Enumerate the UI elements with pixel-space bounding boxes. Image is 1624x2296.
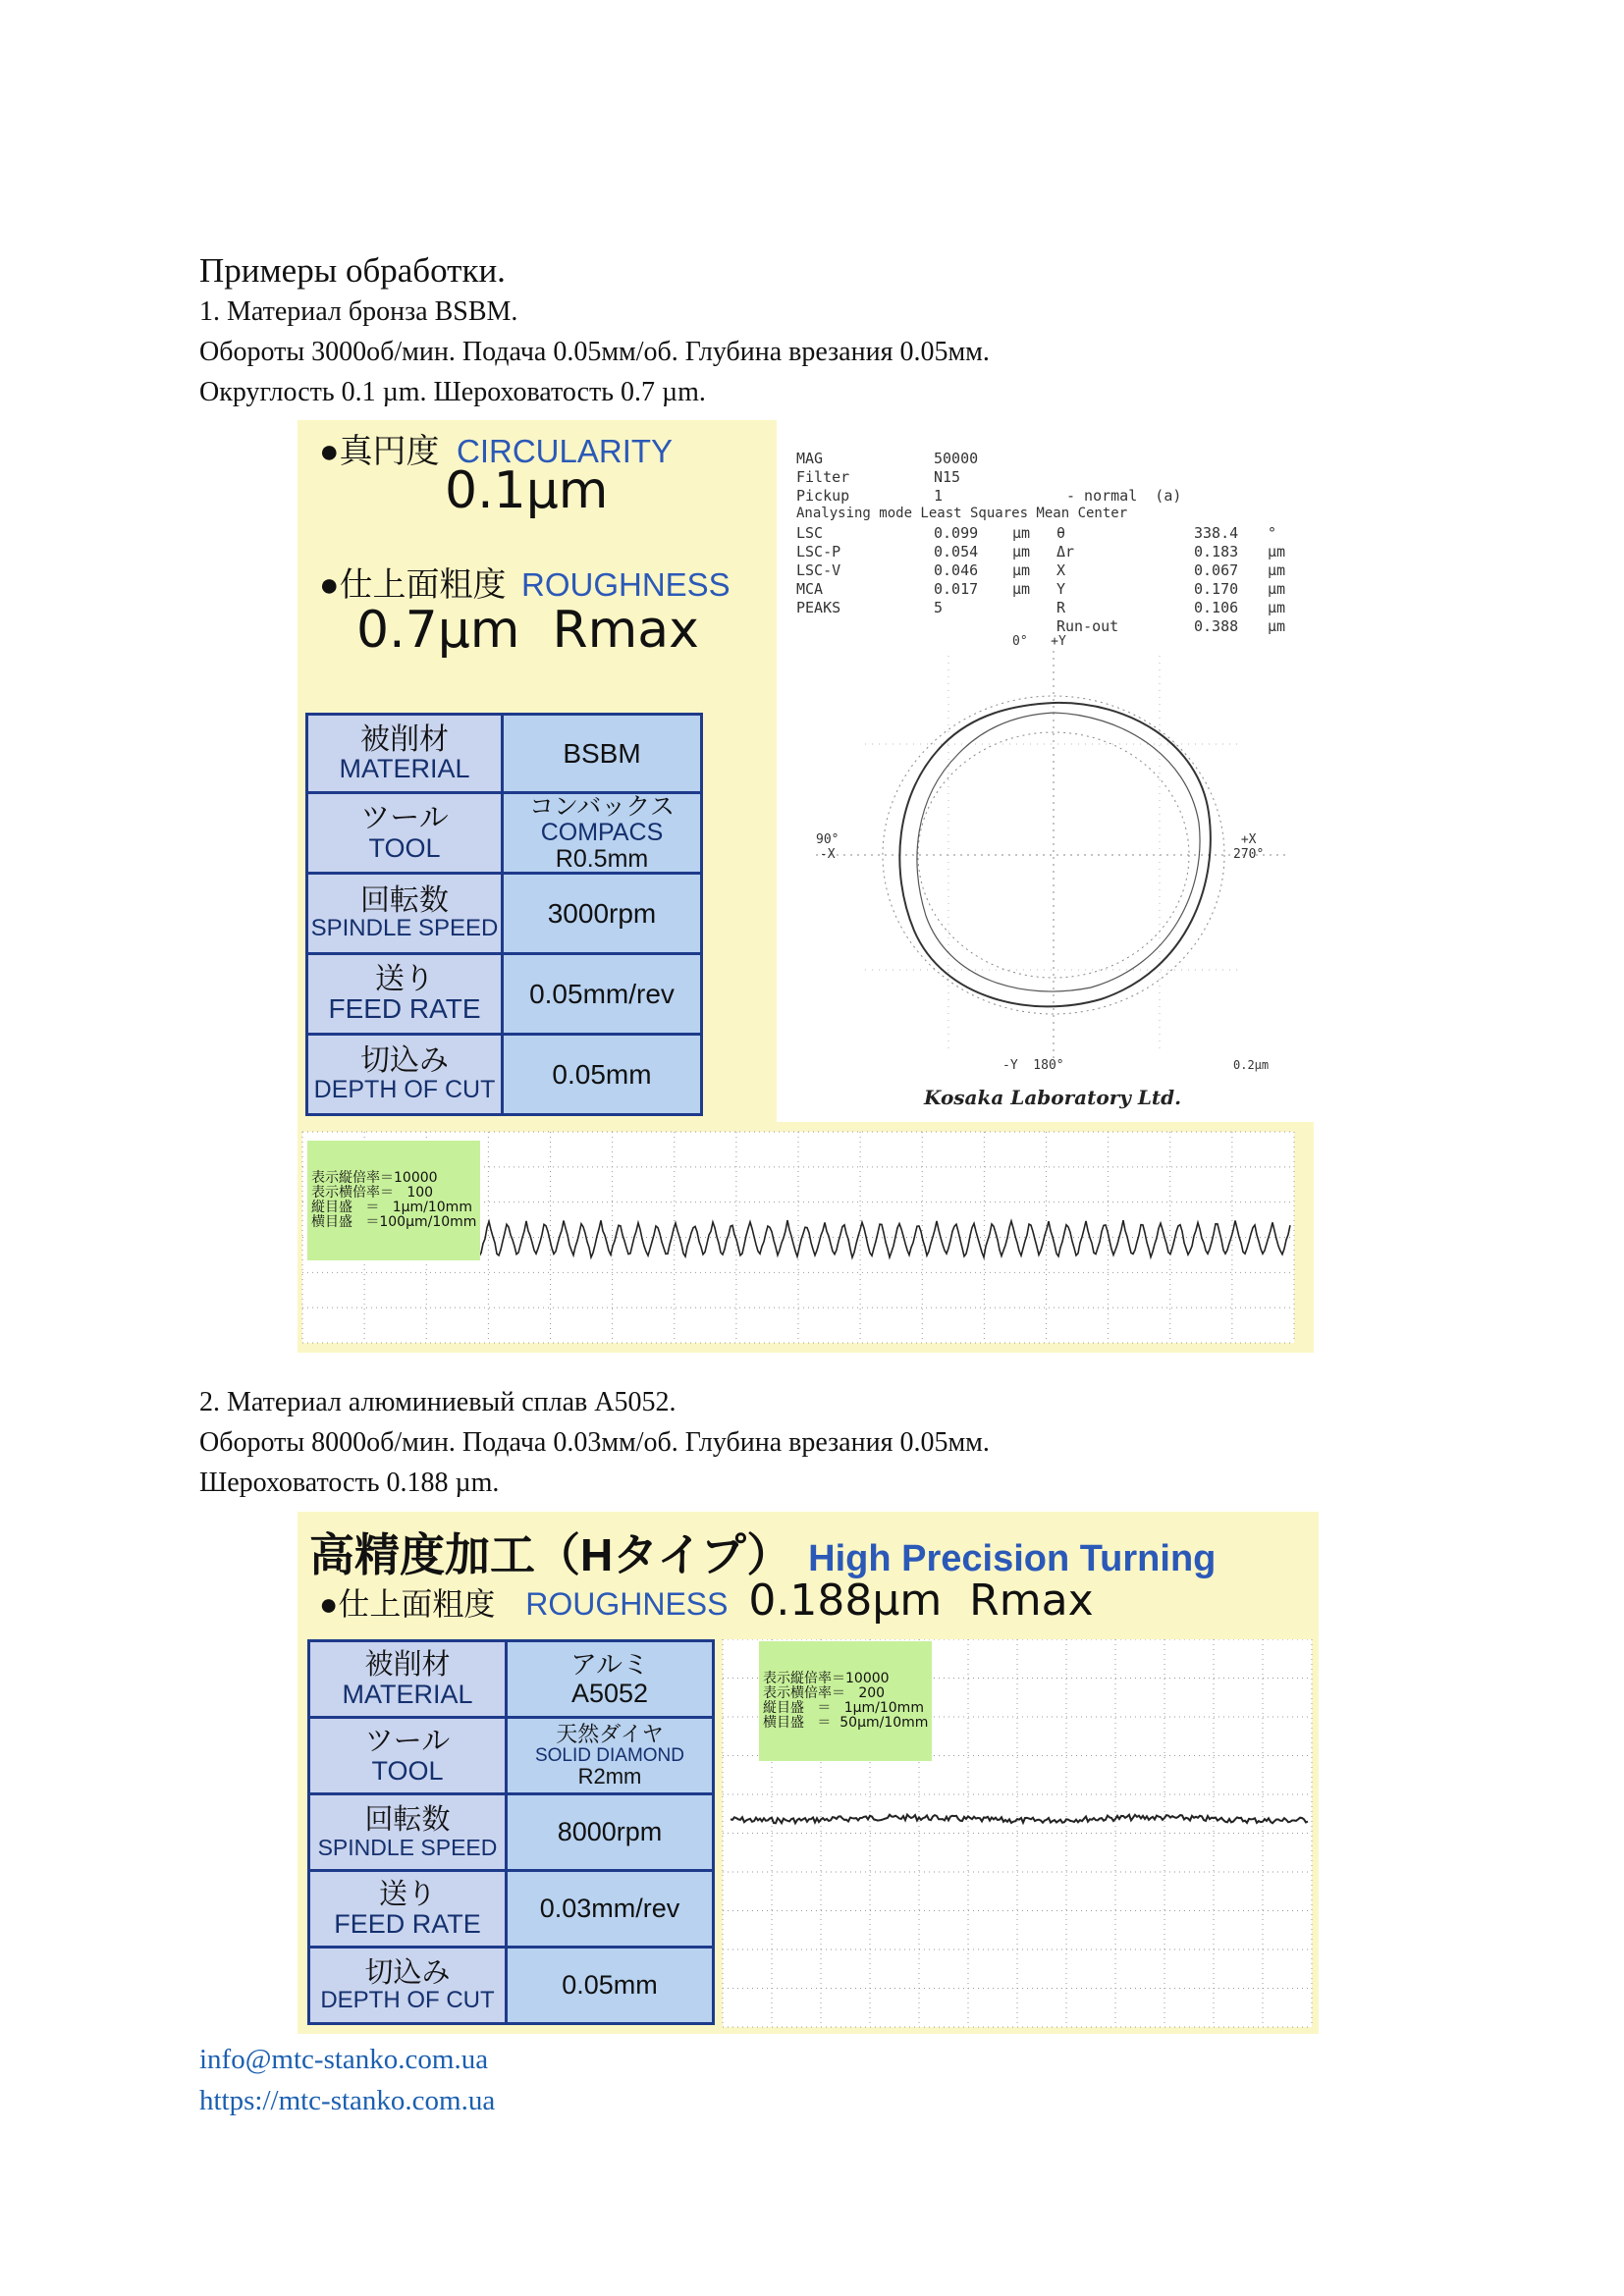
readout-cell: LSC-V [796,561,841,579]
readout-cell: 0.099 [934,524,979,542]
spec-row-tool [309,1718,714,1794]
readout-cell: Δr [1056,543,1075,561]
spec-label-jp: 被削材 [364,1649,451,1682]
spec-row-tool [307,793,702,874]
readout-cell: Y [1056,580,1066,598]
readout-cell: LSC [796,524,824,542]
spec-label-jp: 切込み [364,1956,451,1989]
spec-value: 8000rpm [507,1794,714,1871]
readout-cell: 0.183 [1194,543,1239,561]
circularity-label-jp: ●真円度 [319,433,440,470]
readout-cell: µm [1268,561,1286,579]
axis-label-top: 0° +Y [1012,634,1066,649]
circularity-value: 0.1µm [445,461,609,520]
spec-label-en: TOOL [368,832,441,863]
axis-label-right: +X 270° [1233,832,1265,862]
spec-label-en: SPINDLE SPEED [317,1834,498,1860]
trace1-legend: 表示縦倍率＝10000 表示横倍率＝ 100 縦目盛 ＝ 1µm/10mm 横目盛 ＝100µm/10mm [307,1141,480,1260]
spec-row-spindle [307,873,702,953]
spec-label-jp: 回転数 [364,1804,451,1837]
readout-cell: µm [1268,543,1286,561]
readout-analysing: Analysing mode Least Squares Mean Center [796,506,1128,521]
roughness-label-jp: ●仕上面粗度 [319,566,507,604]
spec-label-en: TOOL [371,1755,444,1786]
readout-cell: ° [1268,524,1277,542]
example2-figure [298,1512,1319,2034]
readout-cell: PEAKS [796,599,841,616]
example1-figure [298,420,1314,1353]
roughness-label-en: ROUGHNESS [521,566,731,603]
readout-cell: 338.4 [1194,524,1239,542]
trace2-legend: 表示縦倍率＝10000 表示横倍率＝ 200 縦目盛 ＝ 1µm/10mm 横目盛 ＝ 50µm/10mm [759,1641,932,1761]
spec-label-jp: 送り [378,1879,436,1911]
spec-label-jp: 被削材 [360,722,449,756]
readout-cell: µm [1268,599,1286,616]
readout-cell: µm [1012,561,1031,579]
panel2-roughness-value: 0.188µm Rmax [748,1575,1094,1626]
panel2-roughness-label-jp: ●仕上面粗度 [319,1586,496,1622]
spec-row-material [307,715,702,793]
spec-label-en: FEED RATE [334,1908,481,1939]
spec-value-line: R2mm [577,1764,642,1789]
spec-value-line: A5052 [570,1678,649,1708]
readout-cell: R [1056,599,1066,616]
spec-label-en: FEED RATE [328,993,481,1025]
example2-result: Шероховатость 0.188 µm. [199,1468,500,1498]
readout-filter: Filter N15 [796,468,961,486]
axis-label-bottom: -Y 180° [1002,1058,1064,1073]
spec-value-line: 天然ダイヤ [556,1722,664,1747]
panel2-title-en: High Precision Turning [808,1538,1217,1579]
spec-row-spindle [309,1794,714,1871]
circularity-chart [777,420,1314,1122]
spec-table-1 [305,713,703,1116]
spec-row-material [309,1641,714,1718]
panel2-roughness-label-en: ROUGHNESS [525,1586,729,1622]
readout-mag: MAG 50000 [796,450,979,467]
readout-cell: 0.046 [934,561,979,579]
spec-value-line: SOLID DIAMOND [534,1744,685,1766]
readout-cell: µm [1268,580,1286,598]
email-link[interactable]: info@mtc-stanko.com.ua [199,2044,489,2075]
circularity-label-en: CIRCULARITY [457,433,674,469]
panel2-title-jp: 高精度加工（Hタイプ） [309,1529,792,1580]
readout-cell: 0.388 [1194,617,1239,635]
readout-cell: 0.106 [1194,599,1239,616]
spec-value: 0.05mm/rev [503,953,702,1034]
readout-cell: µm [1012,524,1031,542]
readout-cell: Run-out [1056,617,1119,635]
spec-value: 3000rpm [503,873,702,953]
spec-label-en: SPINDLE SPEED [310,915,499,942]
spec-label-jp: 回転数 [360,883,449,917]
maker-label: Kosaka Laboratory Ltd. [924,1086,1182,1109]
readout-cell: 5 [934,599,944,616]
example1-heading: 1. Материал бронза BSBM. [199,296,518,327]
spec-value: 0.05mm [503,1034,702,1114]
spec-value-line: COMPACS [540,819,664,847]
spec-row-feed [309,1871,714,1948]
spec-value-line: コンバックス [528,793,675,821]
spec-value: 0.03mm/rev [507,1871,714,1948]
readout-cell: 0.067 [1194,561,1239,579]
spec-row-feed [307,953,702,1034]
spec-label-jp: 送り [375,962,434,995]
spec-value: 0.05mm [507,1948,714,2024]
readout-cell: MCA [796,580,824,598]
readout-cell: µm [1012,543,1031,561]
spec-row-depth [309,1948,714,2024]
spec-row-depth [307,1034,702,1114]
readout-cell: θ [1056,524,1066,542]
spec-label-en: DEPTH OF CUT [320,1987,495,2014]
example1-result: Округлость 0.1 µm. Шероховатость 0.7 µm. [199,377,706,407]
spec-table-2 [307,1639,715,2025]
spec-label-en: MATERIAL [342,1679,473,1709]
spec-label-jp: ツール [364,1726,451,1758]
polar-plot [777,420,1314,1122]
spec-value-line: アルミ [570,1650,649,1681]
spec-label-jp: ツール [360,802,449,835]
readout-cell: LSC-P [796,543,841,561]
example2-heading: 2. Материал алюминиевый сплав A5052. [199,1387,677,1417]
spec-label-en: DEPTH OF CUT [313,1075,496,1103]
readout-cell: µm [1268,617,1286,635]
readout-cell: X [1056,561,1066,579]
measured-profile [899,703,1211,1006]
scale-label: 0.2µm [1233,1058,1270,1072]
readout-cell: 0.054 [934,543,979,561]
document-title: Примеры обработки. [199,251,506,290]
spec-value: BSBM [503,715,702,793]
readout-cell: µm [1012,580,1031,598]
readout-pickup: Pickup 1 - normal (a) [796,487,1182,505]
example2-params: Обороты 8000об/мин. Подача 0.03мм/об. Глубина врезания 0.05мм. [199,1427,990,1458]
example1-params: Обороты 3000об/мин. Подача 0.05мм/об. Глубина врезания 0.05мм. [199,337,990,367]
spec-label-jp: 切込み [360,1044,449,1078]
axis-label-left: 90° -X [816,832,839,862]
website-link[interactable]: https://mtc-stanko.com.ua [199,2085,496,2116]
roughness-value: 0.7µm Rmax [356,601,699,660]
spec-label-en: MATERIAL [339,754,470,784]
readout-cell: 0.170 [1194,580,1239,598]
readout-cell: 0.017 [934,580,979,598]
lsc-circle [917,713,1200,991]
spec-value-line: R0.5mm [555,844,649,873]
